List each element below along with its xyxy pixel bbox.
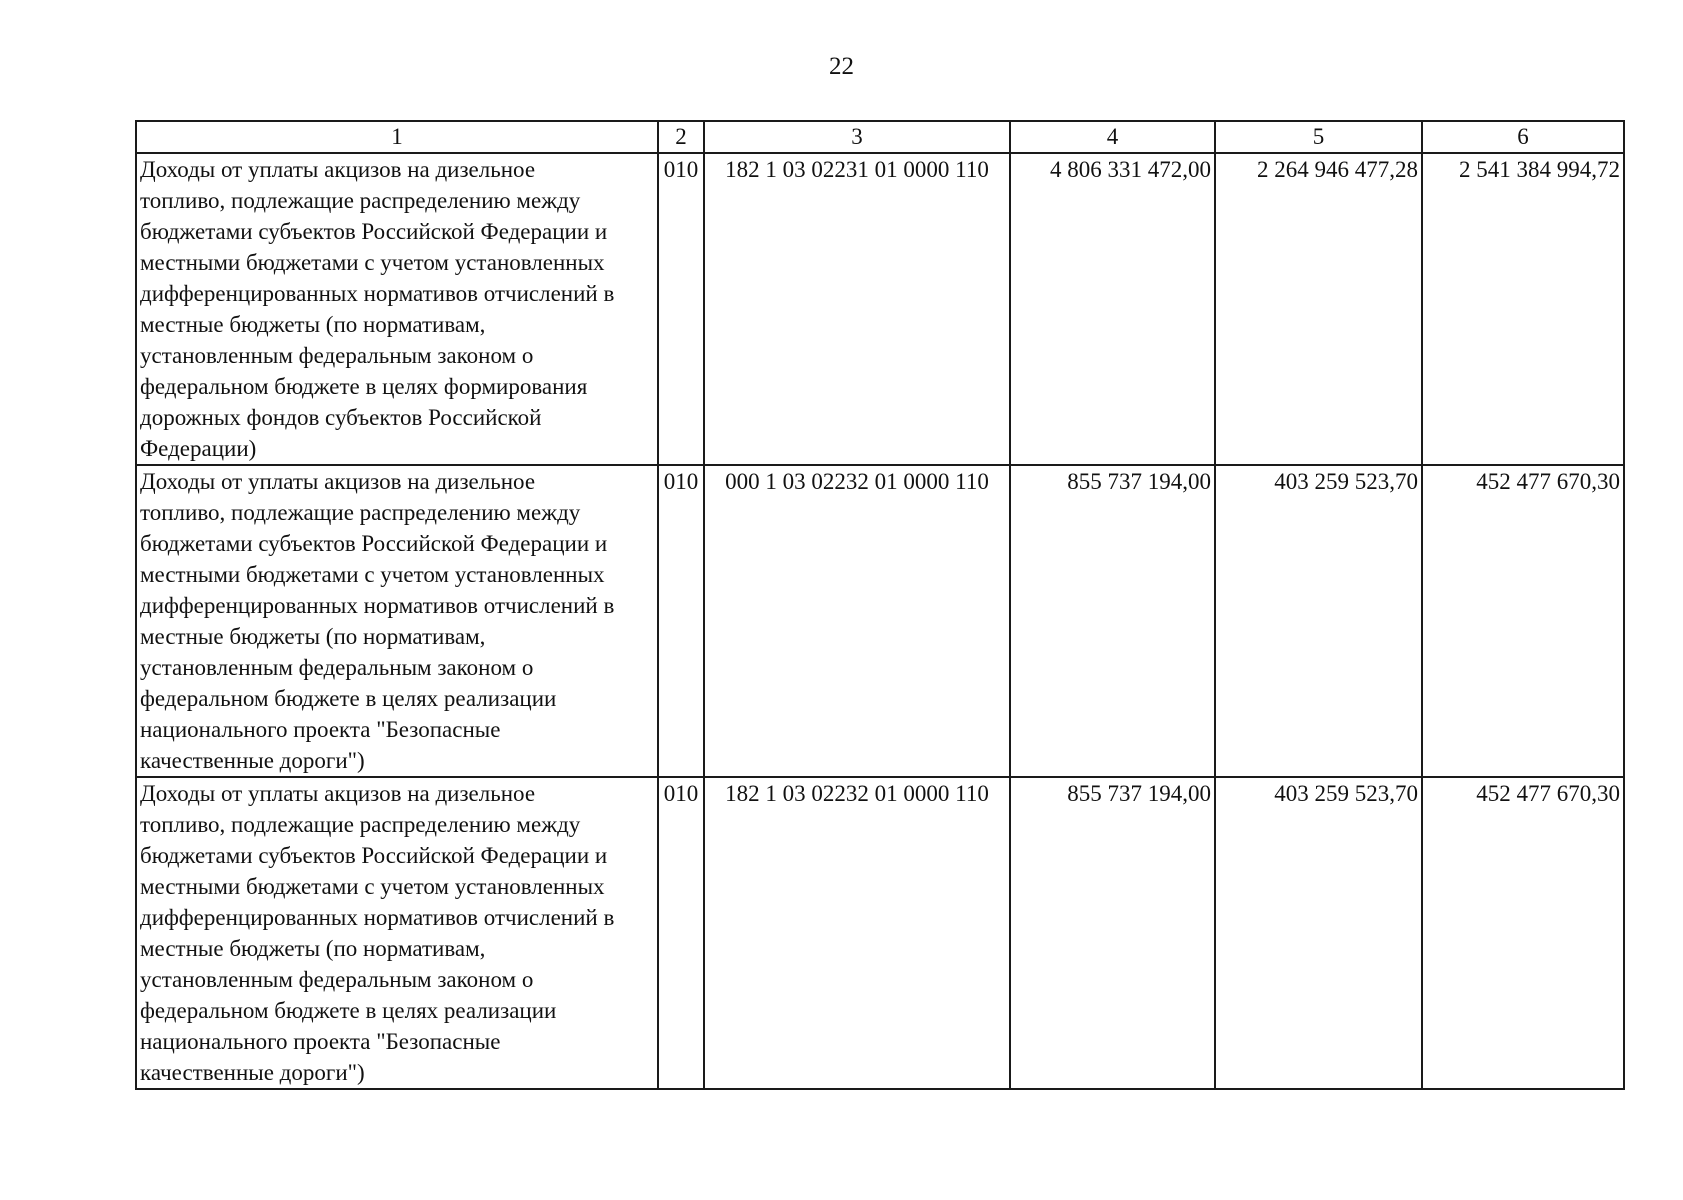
column-header-2: 2 <box>658 121 704 153</box>
row-line-code: 010 <box>658 153 704 465</box>
row-unexecuted-amount: 452 477 670,30 <box>1422 777 1624 1089</box>
column-header-3: 3 <box>704 121 1010 153</box>
row-executed-amount: 403 259 523,70 <box>1215 465 1422 777</box>
row-description: Доходы от уплаты акцизов на дизельное топливо, подлежащие распределению между бюджетами субъектов Российской Федерации и местными бюджетами с учетом установленных дифференцированных нормативов отчислений в местные бюджеты (по нормативам, установленным федеральным законом о федеральном бюджете в целях реализации национального проекта "Безопасные качественные дороги") <box>136 777 658 1089</box>
row-budget-code: 000 1 03 02232 01 0000 110 <box>704 465 1010 777</box>
row-approved-amount: 855 737 194,00 <box>1010 777 1215 1089</box>
row-budget-code: 182 1 03 02231 01 0000 110 <box>704 153 1010 465</box>
row-approved-amount: 4 806 331 472,00 <box>1010 153 1215 465</box>
column-header-1: 1 <box>136 121 658 153</box>
column-header-5: 5 <box>1215 121 1422 153</box>
row-executed-amount: 403 259 523,70 <box>1215 777 1422 1089</box>
row-line-code: 010 <box>658 777 704 1089</box>
row-description: Доходы от уплаты акцизов на дизельное топливо, подлежащие распределению между бюджетами субъектов Российской Федерации и местными бюджетами с учетом установленных дифференцированных нормативов отчислений в местные бюджеты (по нормативам, установленным федеральным законом о федеральном бюджете в целях формирования дорожных фондов субъектов Российской Федерации) <box>136 153 658 465</box>
row-budget-code: 182 1 03 02232 01 0000 110 <box>704 777 1010 1089</box>
row-unexecuted-amount: 2 541 384 994,72 <box>1422 153 1624 465</box>
page-number: 22 <box>829 53 854 80</box>
table-row <box>136 153 1624 465</box>
row-executed-amount: 2 264 946 477,28 <box>1215 153 1422 465</box>
row-approved-amount: 855 737 194,00 <box>1010 465 1215 777</box>
table-row <box>136 777 1624 1089</box>
revenue-table <box>135 120 1625 1090</box>
row-line-code: 010 <box>658 465 704 777</box>
column-header-6: 6 <box>1422 121 1624 153</box>
row-unexecuted-amount: 452 477 670,30 <box>1422 465 1624 777</box>
column-header-4: 4 <box>1010 121 1215 153</box>
table-row <box>136 465 1624 777</box>
table-header-row <box>136 121 1624 153</box>
row-description: Доходы от уплаты акцизов на дизельное топливо, подлежащие распределению между бюджетами субъектов Российской Федерации и местными бюджетами с учетом установленных дифференцированных нормативов отчислений в местные бюджеты (по нормативам, установленным федеральным законом о федеральном бюджете в целях реализации национального проекта "Безопасные качественные дороги") <box>136 465 658 777</box>
